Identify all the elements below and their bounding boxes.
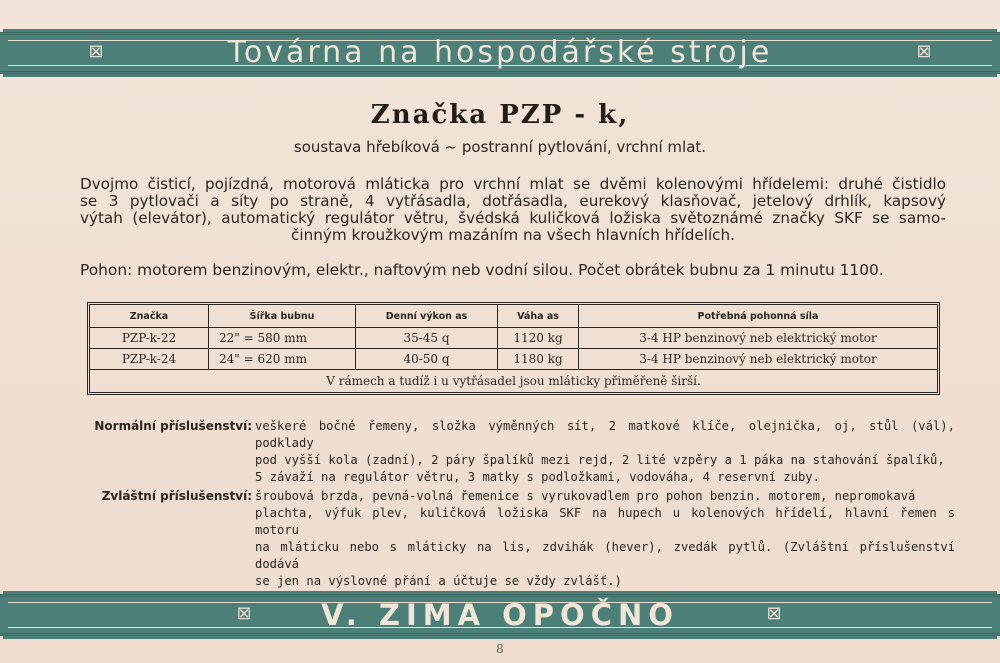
accessories-line: veškeré bočné řemeny, složka výměnných sít, 2 matkové klíče, olejnička, oj, stůl (vál), podklady [255,419,955,450]
table-cell: 35-45 q [356,328,498,349]
special-accessories-text [255,488,955,590]
table-cell: 3-4 HP benzinový neb elektrický motor [579,349,937,370]
footer-title: V. ZIMA OPOČNO [321,598,679,632]
table-cell: 40-50 q [356,349,498,370]
table-note: V rámech a tudíž i u vytřásadel jsou mláticky přiměřeně širší. [326,374,701,388]
table-cell: 1120 kg [498,328,579,349]
table-row [90,328,937,349]
accessories-line: 5 závaží na regulátor větru, 3 matky s podložkami, vodováha, 4 reservní zuby. [255,470,820,484]
table-header-cell: Značka [90,305,209,328]
table-cell: PZP-k-22 [90,328,209,349]
table-header-cell: Potřebná pohonná síla [579,305,937,328]
accessories-line: plachta, výfuk plev, kuličková ložiska SKF na hupech u kolenových hřídelí, hlavní řemen s motoru [255,506,955,537]
description-line: Dvojmo čisticí, pojízdná, motorová mláticka pro vrchní mlat se dvěmi kolenovými hřídelemi: druhé čistidlo [80,175,946,193]
table-header-cell: Denní výkon as [356,305,498,328]
ornament-icon: ⊠ [766,603,782,624]
drive-info: Pohon: motorem benzinovým, elektr., naftovým neb vodní silou. Počet obrátek bubnu za 1 minutu 1100. [80,261,884,279]
table-cell: PZP-k-24 [90,349,209,370]
ornament-icon: ⊠ [88,41,104,62]
accessories-line: šroubová brzda, pevná-volná řemenice s vyrukovadlem pro pohon benzin. motorem, nepromokavá [255,489,916,503]
table-note-row [90,370,937,392]
table-cell: 24" = 620 mm [209,349,356,370]
normal-accessories-text [255,418,955,486]
table-cell: 1180 kg [498,349,579,370]
description-line: výtah (elevátor), automatický regulátor větru, švédská kuličková ložiska světoznámé značky SKF se samo- [80,209,946,227]
header-banner [0,32,1000,74]
spec-table [87,302,940,395]
header-title: Továrna na hospodářské stroje [227,35,773,70]
accessories-line: se jen na výslovné přání a účtuje se vždy zvlášť.) [255,574,622,588]
description [80,176,946,244]
table-header-row [90,305,937,328]
special-accessories-label: Zvláštní příslušenství: [101,489,252,503]
accessories-line: pod vyšší kola (zadní), 2 páry špalíků mezi rejd, 2 lité vzpěry a 1 páka na stahování špalíků, [255,453,945,467]
table-header-cell: Šířka bubnu [209,305,356,328]
ornament-icon: ⊠ [236,603,252,624]
page-number: 8 [496,642,504,656]
ornament-icon: ⊠ [916,41,932,62]
product-heading: Značka PZP - k, [370,100,630,130]
table-header-cell: Váha as [498,305,579,328]
table-cell: 3-4 HP benzinový neb elektrický motor [579,328,937,349]
product-subheading: soustava hřebíková ~ postranní pytlování, vrchní mlat. [293,138,707,156]
table-row [90,349,937,370]
normal-accessories-label: Normální příslušenství: [94,419,252,433]
accessories-line: na mláticku nebo s mláticky na lis, zdvihák (hever), zvedák pytlů. (Zvláštní příslušenství dodává [255,540,955,571]
description-line: činným kroužkovým mazáním na všech hlavních hřídelích. [291,226,735,244]
table-cell: 22" = 580 mm [209,328,356,349]
description-line: se 3 pytlovači a síty po straně, 4 vytřásadla, dotřásadla, eurekový klasňovač, jetelový drhlík, kapsový [80,192,946,210]
footer-banner [0,594,1000,636]
